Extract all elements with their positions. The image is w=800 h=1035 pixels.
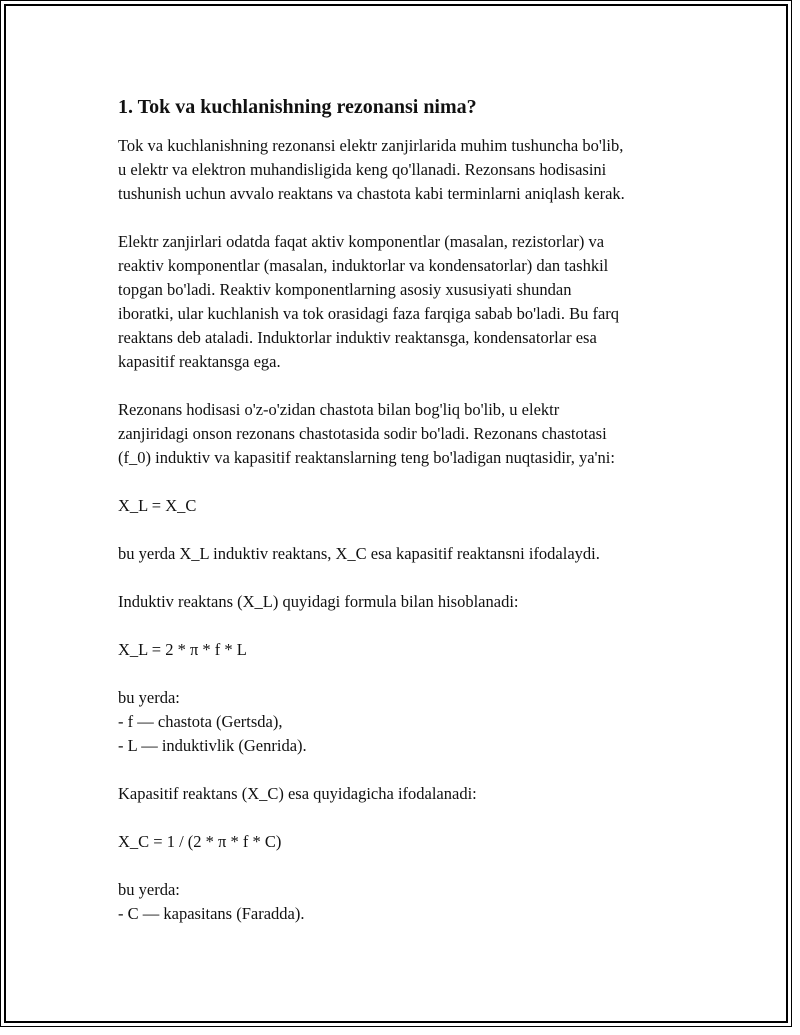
text-line: Kapasitif reaktans (X_C) esa quyidagicha ifodalanadi: [118, 784, 477, 803]
paragraph-inductive-legend [118, 686, 698, 758]
text-line: reaktiv komponentlar (masalan, induktorlar va kondensatorlar) dan tashkil [118, 256, 609, 275]
formula-inductive [118, 638, 698, 662]
text-line: tushunish uchun avvalo reaktans va chastota kabi terminlarni aniqlash kerak. [118, 184, 625, 203]
paragraph-resonance [118, 398, 698, 470]
text-line: Elektr zanjirlari odatda faqat aktiv komponentlar (masalan, rezistorlar) va [118, 232, 605, 251]
text-line: Rezonans hodisasi o'z-o'zidan chastota bilan bog'liq bo'lib, u elektr [118, 400, 560, 419]
text-line: reaktans deb ataladi. Induktorlar induktiv reaktansga, kondensatorlar esa [118, 328, 597, 347]
list-item: - L — induktivlik (Genrida). [118, 736, 307, 755]
formula-resonance-condition [118, 494, 698, 518]
list-item: - C — kapasitans (Faradda). [118, 904, 305, 923]
text-line: bu yerda: [118, 688, 180, 707]
text-line: kapasitif reaktansga ega. [118, 352, 281, 371]
text-line: iboratki, ular kuchlanish va tok orasidagi faza farqiga sabab bo'ladi. Bu farq [118, 304, 620, 323]
list-item: - f — chastota (Gertsda), [118, 712, 283, 731]
paragraph-intro [118, 134, 698, 206]
section-heading: 1. Tok va kuchlanishning rezonansi nima? [118, 96, 477, 118]
text-line: bu yerda: [118, 880, 180, 899]
paragraph-components [118, 230, 698, 374]
formula-line: X_C = 1 / (2 * π * f * C) [118, 832, 282, 851]
text-line: Induktiv reaktans (X_L) quyidagi formula bilan hisoblanadi: [118, 592, 519, 611]
text-line: topgan bo'ladi. Reaktiv komponentlarning asosiy xususiyati shundan [118, 280, 572, 299]
formula-line: X_L = 2 * π * f * L [118, 640, 247, 659]
document-body [118, 94, 698, 950]
paragraph-inductive-intro [118, 590, 698, 614]
text-line: Tok va kuchlanishning rezonansi elektr zanjirlarida muhim tushuncha bo'lib, [118, 136, 624, 155]
text-line: zanjiridagi onson rezonans chastotasida sodir bo'ladi. Rezonans chastotasi [118, 424, 607, 443]
text-line: u elektr va elektron muhandisligida keng qo'llanadi. Rezonsans hodisasini [118, 160, 607, 179]
text-line: bu yerda X_L induktiv reaktans, X_C esa kapasitif reaktansni ifodalaydi. [118, 544, 600, 563]
formula-line: X_L = X_C [118, 496, 197, 515]
formula-capacitive [118, 830, 698, 854]
paragraph-capacitive-legend [118, 878, 698, 926]
paragraph-definition [118, 542, 698, 566]
paragraph-capacitive-intro [118, 782, 698, 806]
text-line: (f_0) induktiv va kapasitif reaktanslarning teng bo'ladigan nuqtasidir, ya'ni: [118, 448, 615, 467]
